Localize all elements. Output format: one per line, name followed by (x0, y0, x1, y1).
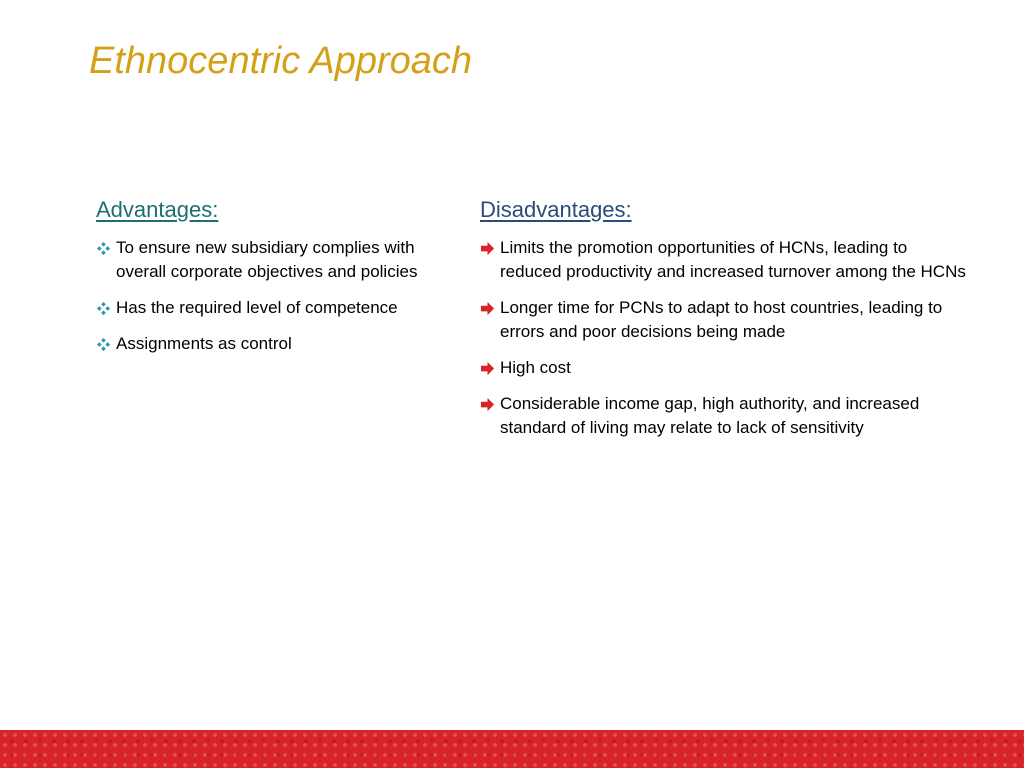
diamond-cluster-icon (96, 301, 111, 316)
disadvantage-text: Longer time for PCNs to adapt to host countries, leading to errors and poor decisions being made (500, 298, 943, 341)
advantage-item (96, 332, 456, 356)
advantage-text: Has the required level of competence (116, 298, 398, 317)
footer-decorative-band (0, 730, 1024, 768)
diamond-cluster-icon (96, 337, 111, 352)
disadvantage-item (480, 392, 970, 440)
disadvantages-list (480, 236, 970, 440)
advantages-list (96, 236, 456, 356)
arrow-right-icon (480, 397, 495, 412)
disadvantage-text: High cost (500, 358, 571, 377)
disadvantages-column (480, 196, 970, 452)
arrow-right-icon (480, 301, 495, 316)
advantage-item (96, 236, 456, 284)
advantage-item (96, 296, 456, 320)
diamond-cluster-icon (96, 241, 111, 256)
advantages-heading: Advantages: (96, 197, 219, 222)
disadvantage-item (480, 236, 970, 284)
arrow-right-icon (480, 241, 495, 256)
disadvantage-text: Limits the promotion opportunities of HCNs, leading to reduced productivity and increased turnover among the HCNs (500, 238, 966, 281)
slide-title: Ethnocentric Approach (89, 40, 473, 82)
advantages-column (96, 196, 456, 368)
arrow-right-icon (480, 361, 495, 376)
disadvantage-item (480, 296, 970, 344)
disadvantage-item (480, 356, 970, 380)
disadvantages-heading: Disadvantages: (480, 197, 632, 222)
advantage-text: To ensure new subsidiary complies with overall corporate objectives and policies (116, 238, 418, 281)
disadvantage-text: Considerable income gap, high authority, and increased standard of living may relate to lack of sensitivity (500, 394, 920, 437)
advantage-text: Assignments as control (116, 334, 292, 353)
